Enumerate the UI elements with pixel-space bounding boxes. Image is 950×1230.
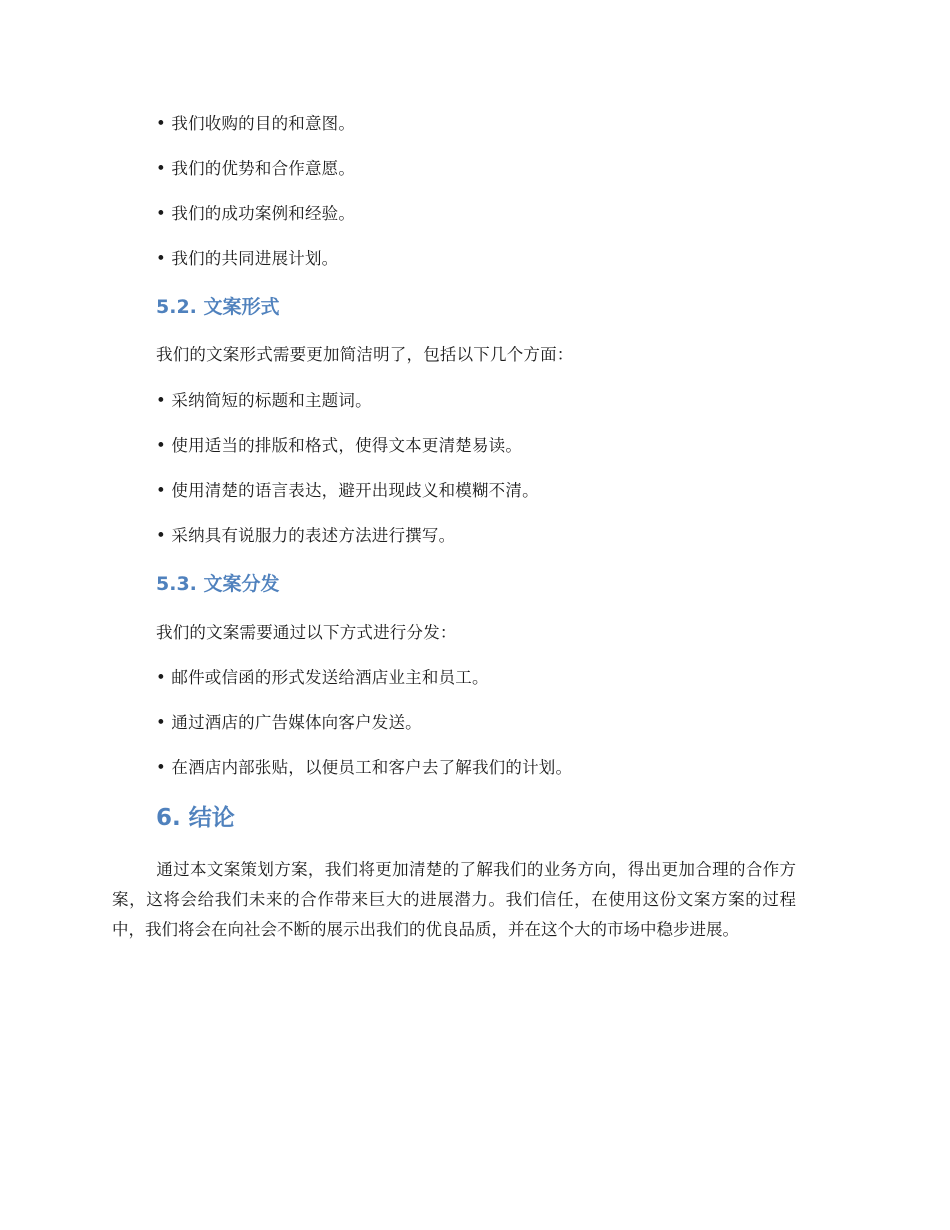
bullet-item: • 采纳具有说服力的表述方法进行撰写。	[156, 526, 456, 545]
section-intro: 我们的文案形式需要更加简洁明了，包括以下几个方面：	[156, 345, 574, 364]
section-heading-5-2: 5.2. 文案形式	[156, 296, 280, 318]
section-intro: 我们的文案需要通过以下方式进行分发：	[156, 623, 457, 642]
conclusion-text: 通过本文案策划方案，我们将更加清楚的了解我们的业务方向，得出更加合理的合作方案，这将会给我们未来的合作带来巨大的进展潜力。我们信任，在使用这份文案方案的过程中，我们将会在向社会不断的展示出我们的优良品质，并在这个大的市场中稳步进展。	[112, 860, 796, 939]
bullet-item: • 使用适当的排版和格式，使得文本更清楚易读。	[156, 436, 523, 455]
bullet-item: • 邮件或信函的形式发送给酒店业主和员工。	[156, 668, 489, 687]
conclusion-paragraph	[112, 855, 796, 945]
bullet-item: • 通过酒店的广告媒体向客户发送。	[156, 713, 422, 732]
bullet-item: • 使用清楚的语言表达，避开出现歧义和模糊不清。	[156, 481, 539, 500]
bullet-item: • 在酒店内部张贴，以便员工和客户去了解我们的计划。	[156, 758, 573, 777]
section-heading-5-3: 5.3. 文案分发	[156, 573, 280, 595]
bullet-item: • 我们收购的目的和意图。	[156, 114, 356, 133]
section-heading-6: 6. 结论	[156, 805, 235, 831]
bullet-item: • 采纳简短的标题和主题词。	[156, 391, 372, 410]
bullet-item: • 我们的优势和合作意愿。	[156, 159, 356, 178]
bullet-item: • 我们的共同进展计划。	[156, 249, 339, 268]
bullet-item: • 我们的成功案例和经验。	[156, 204, 356, 223]
